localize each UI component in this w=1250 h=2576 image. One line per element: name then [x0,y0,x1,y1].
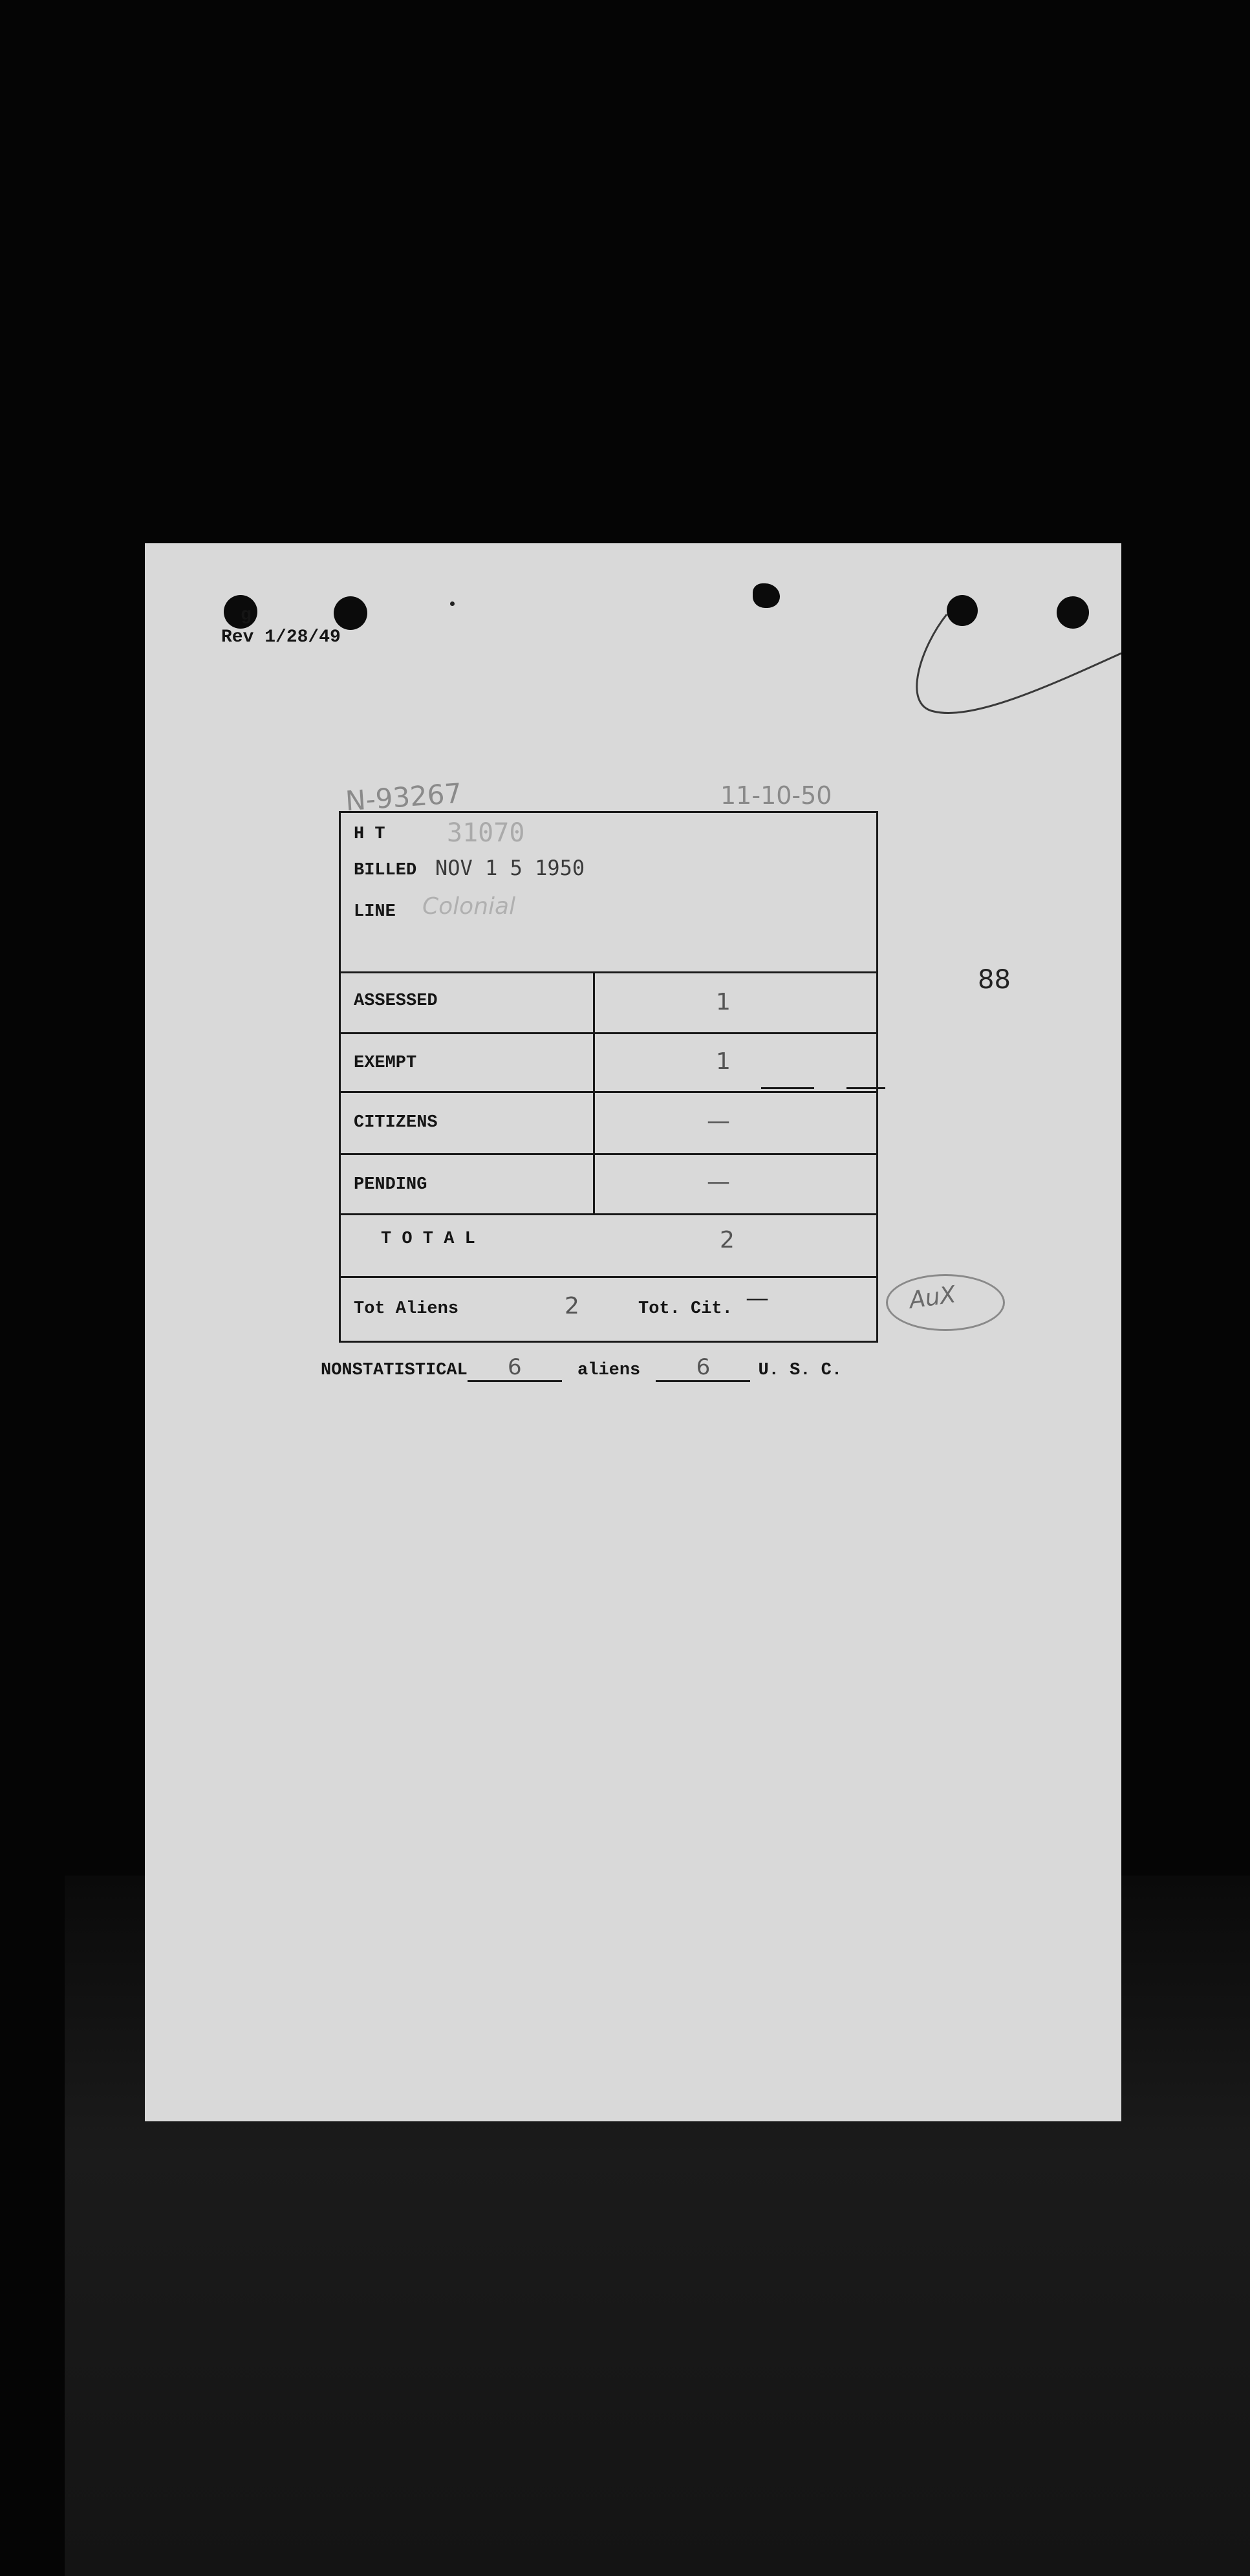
row-label-pending: PENDING [354,1175,427,1195]
file-number: N-93267 [344,777,463,817]
tax-form [339,811,878,1343]
tot-cit-value: — [746,1285,769,1312]
nonstat-aliens-label: aliens [577,1361,641,1380]
nonstatistical-label: NONSTATISTICAL [321,1361,468,1380]
nonstat-aliens-value: 6 [508,1354,522,1380]
rule [341,1091,876,1093]
date-written: 11-10-50 [720,781,832,810]
row-value-citizens: — [707,1108,730,1134]
tot-aliens-value: 2 [565,1293,579,1319]
tot-aliens-label: Tot Aliens [354,1299,459,1319]
row-value-pending: — [707,1169,730,1195]
row-value-exempt: 1 [716,1048,731,1075]
speck [450,601,455,606]
row-label-citizens: CITIZENS [354,1113,438,1132]
billed-label: BILLED [354,861,417,880]
initials: AuX [907,1281,958,1314]
torn-mark [753,583,780,608]
form-code: g [241,605,252,625]
nonstat-usc-field [656,1354,750,1382]
rule [341,1276,876,1278]
ht-value: 31070 [447,818,525,848]
billed-value: NOV 1 5 1950 [435,856,585,880]
stray-mark [846,1087,885,1089]
nonstat-usc-value: 6 [696,1354,711,1380]
page-mark: 88 [978,965,1011,995]
column-rule [593,971,595,1215]
rule [341,1213,876,1215]
total-label: T O T A L [381,1229,475,1249]
row-label-assessed: ASSESSED [354,991,438,1011]
punch-hole [334,596,367,630]
row-value-assessed: 1 [716,989,731,1015]
stray-mark [761,1087,814,1089]
nonstat-usc-label: U. S. C. [758,1361,843,1380]
rule [341,971,876,973]
nonstat-aliens-field [468,1354,562,1382]
pencil-curve [908,608,1121,737]
ht-label: H T [354,825,385,844]
line-value: Colonial [422,893,516,920]
tot-cit-label: Tot. Cit. [638,1299,733,1319]
line-label: LINE [354,902,396,922]
rule [341,1153,876,1155]
total-value: 2 [720,1227,735,1253]
nonstatistical-line [321,1354,842,1382]
rule [341,1032,876,1034]
form-revision: Rev 1/28/49 [221,627,341,647]
row-label-exempt: EXEMPT [354,1054,417,1073]
